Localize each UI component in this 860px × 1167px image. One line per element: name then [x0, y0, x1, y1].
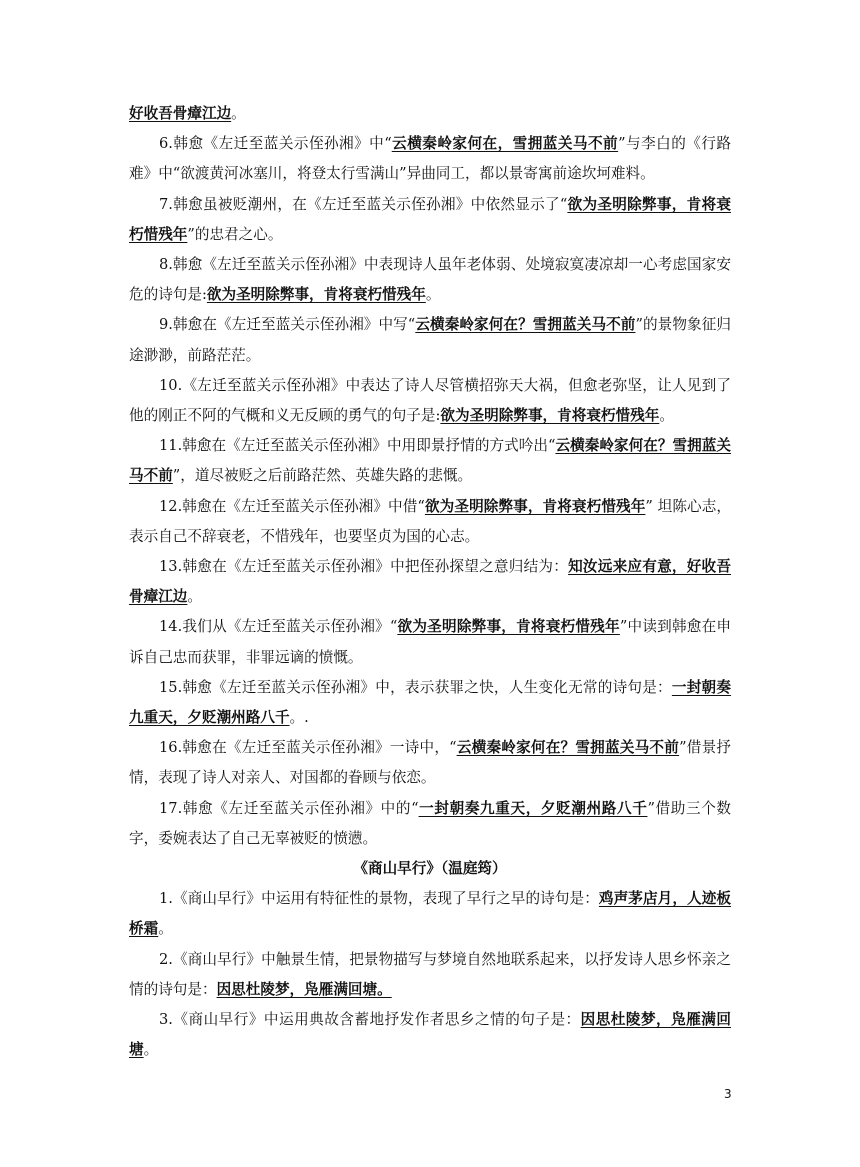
question-item — [129, 129, 731, 189]
question-text: 13.韩愈在《左迁至蓝关示侄孙湘》中把侄孙探望之意归结为： — [159, 558, 569, 576]
question-text: 15.韩愈《左迁至蓝关示侄孙湘》中，表示获罪之快，人生变化无常的诗句是： — [159, 678, 672, 696]
question-text: 8.韩愈《左迁至蓝关示侄孙湘》中表现诗人虽年老体弱、处境寂寞凄凉却一心考虑国家安危的诗句是: — [129, 256, 731, 304]
question-text: 。. — [289, 709, 309, 727]
answer-text: 好收吾骨瘴江边 — [129, 105, 232, 122]
question-text: 。 — [158, 920, 173, 938]
question-text: 12.韩愈在《左迁至蓝关示侄孙湘》中借“ — [159, 497, 425, 515]
question-text: 。 — [231, 105, 246, 122]
question-text: ”借助三个数字，委婉表达了自己无辜被贬的愤懑。 — [129, 799, 731, 847]
question-text: 9.韩愈在《左迁至蓝关示侄孙湘》中写“ — [159, 316, 416, 334]
question-item — [129, 99, 731, 129]
question-text: ”借景抒情，表现了诗人对亲人、对国都的眷顾与依恋。 — [129, 739, 731, 787]
question-text: ”，道尽被贬之后前路茫然、英雄失路的悲慨。 — [172, 467, 473, 485]
answer-text: 欲为圣明除弊事，肯将衰朽惜残年 — [206, 286, 426, 304]
question-text: 7.韩愈虽被贬潮州，在《左迁至蓝关示侄孙湘》中依然显示了“ — [159, 195, 568, 213]
question-item — [129, 310, 731, 370]
question-text: 6.韩愈《左迁至蓝关示侄孙湘》中“ — [159, 135, 392, 153]
answer-text: 云横秦岭家何在？雪拥蓝关马不前 — [415, 316, 636, 334]
question-text: ”与李白的《行路难》中“欲渡黄河冰塞川，将登太行雪满山”异曲同工，都以景寄寓前途坎坷难料。 — [129, 135, 731, 183]
question-item — [129, 552, 731, 612]
question-item — [129, 945, 731, 1005]
document-body — [129, 99, 731, 1066]
question-text: 11.韩愈在《左迁至蓝关示侄孙湘》中用即景抒情的方式吟出“ — [159, 437, 556, 455]
question-item — [129, 371, 731, 431]
answer-text: 欲为圣明除弊事，肯将衰朽惜残年 — [129, 195, 731, 243]
question-item — [129, 250, 731, 310]
question-text: 17.韩愈《左迁至蓝关示侄孙湘》中的“ — [159, 799, 419, 817]
question-text: ”中读到韩愈在申诉自己忠而获罪，非罪远谪的愤慨。 — [129, 618, 731, 666]
question-item — [129, 1005, 731, 1065]
question-text: 10.《左迁至蓝关示侄孙湘》中表达了诗人尽管横招弥天大祸，但愈老弥坚，让人见到了他的刚正不阿的气概和义无反顾的勇气的句子是: — [129, 376, 731, 425]
question-text: 2.《商山早行》中触景生情，把景物描写与梦境自然地联系起来，以抒发诗人思乡怀亲之情的诗句是： — [129, 950, 731, 998]
question-text: 。 — [659, 407, 674, 425]
answer-text: 云横秦岭家何在，雪拥蓝关马不前 — [391, 135, 619, 153]
answer-text: 鸡声茅店月，人迹板桥霜 — [129, 890, 731, 938]
question-text: 1.《商山早行》中运用有特征性的景物，表现了早行之早的诗句是： — [159, 890, 599, 908]
answer-text: 欲为圣明除弊事，肯将衰朽惜残年 — [440, 407, 660, 425]
answer-text: 云横秦岭家何在？雪拥蓝关马不前 — [456, 739, 680, 757]
question-text: 。 — [187, 588, 202, 606]
question-item — [129, 794, 731, 854]
question-text: ”的景物象征归途渺渺，前路茫茫。 — [129, 316, 731, 364]
answer-text: 云横秦岭家何在？雪拥蓝关马不前 — [129, 437, 731, 485]
question-text: 。 — [143, 1041, 159, 1059]
question-item — [129, 190, 731, 250]
answer-text: 一封朝奏九重天，夕贬潮州路八千 — [129, 678, 731, 727]
page-number: 3 — [724, 1087, 732, 1101]
question-text: 。 — [425, 286, 441, 304]
answer-text: 欲为圣明除弊事，肯将衰朽惜残年 — [424, 497, 646, 515]
section-title: 《商山早行》（温庭筠） — [353, 860, 507, 878]
question-item — [129, 884, 731, 944]
question-list — [129, 99, 731, 854]
question-item — [129, 733, 731, 793]
answer-text: 一封朝奏九重天，夕贬潮州路八千 — [418, 799, 648, 817]
question-text: ” 坦陈心志，表示自己不辞衰老，不惜残年，也要坚贞为国的心志。 — [129, 497, 731, 545]
section-question-list — [129, 884, 731, 1065]
question-item — [129, 492, 731, 552]
answer-text: 因思杜陵梦，凫雁满回塘。 — [216, 980, 392, 998]
question-item — [129, 612, 731, 672]
answer-text: 知汝远来应有意，好收吾骨瘴江边 — [129, 558, 731, 606]
answer-text: 因思杜陵梦，凫雁满回塘 — [129, 1011, 731, 1059]
question-text: 16.韩愈在《左迁至蓝关示侄孙湘》一诗中，“ — [159, 739, 457, 757]
question-item — [129, 431, 731, 491]
question-text: 14.我们从《左迁至蓝关示侄孙湘》“ — [159, 618, 398, 636]
answer-text: 欲为圣明除弊事，肯将衰朽惜残年 — [397, 618, 620, 636]
question-text: 3.《商山早行》中运用典故含蓄地抒发作者思乡之情的句子是： — [159, 1011, 581, 1029]
question-text: ”的忠君之心。 — [187, 225, 283, 243]
question-item — [129, 673, 731, 733]
